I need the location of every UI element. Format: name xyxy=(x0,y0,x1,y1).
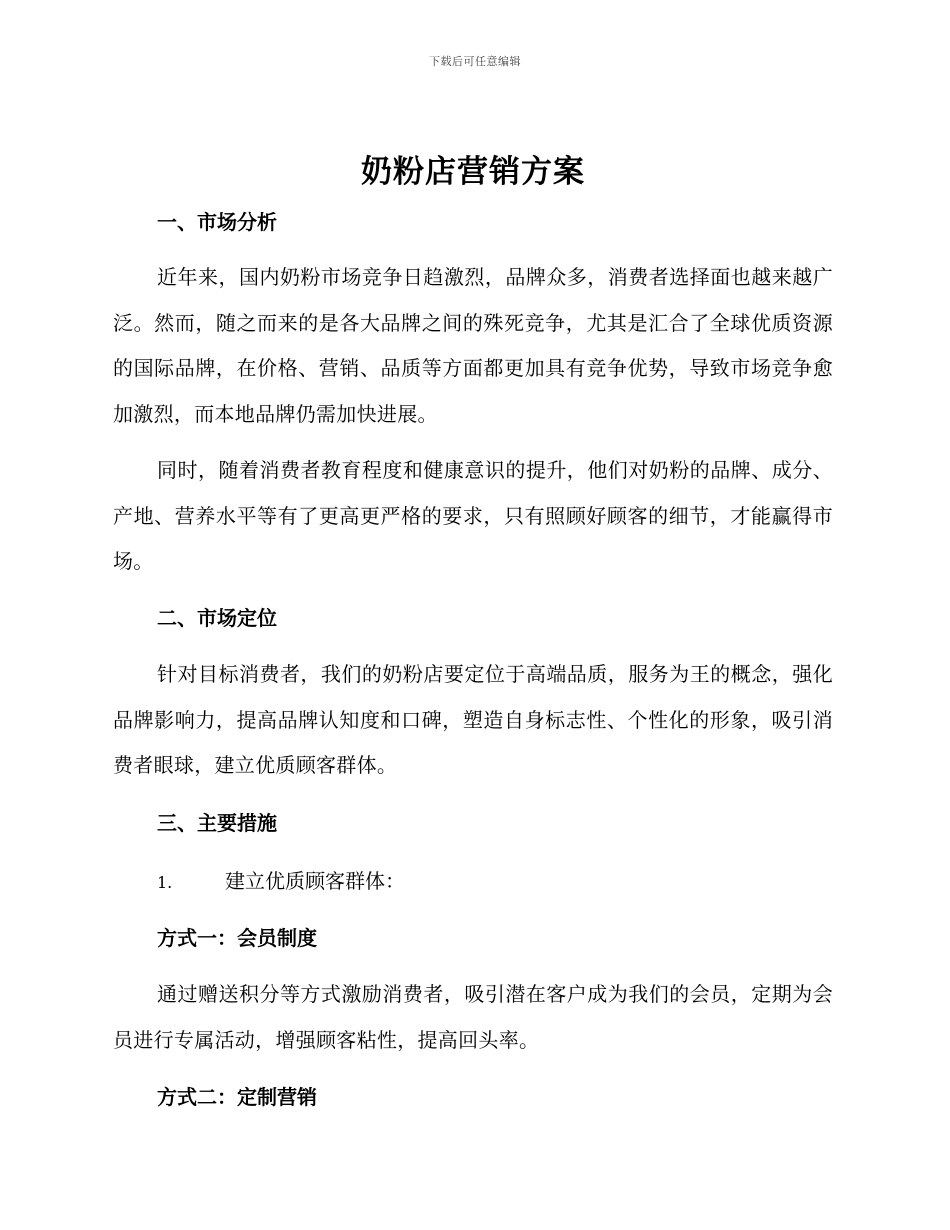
paragraph-market-analysis-2: 同时，随着消费者教育程度和健康意识的提升，他们对奶粉的品牌、成分、产地、营养水平等有了更高更严格的要求，只有照顾好顾客的细节，才能赢得市场。 xyxy=(113,458,833,573)
section-heading-market-analysis: 一、市场分析 xyxy=(157,210,277,234)
section-heading-main-measures: 三、主要措施 xyxy=(157,811,277,835)
list-item-text: 建立优质顾客群体： xyxy=(225,869,405,893)
paragraph-membership: 通过赠送积分等方式激励消费者，吸引潜在客户成为我们的会员，定期为会员进行专属活动，增强顾客粘性，提高回头率。 xyxy=(113,982,833,1052)
page-header-note: 下载后可任意编辑 xyxy=(429,55,521,68)
section-heading-market-positioning: 二、市场定位 xyxy=(157,606,277,630)
paragraph-market-positioning: 针对目标消费者，我们的奶粉店要定位于高端品质，服务为王的概念，强化品牌影响力，提高品牌认知度和口碑，塑造自身标志性、个性化的形象，吸引消费者眼球，建立优质顾客群体。 xyxy=(113,662,833,777)
list-item-1 xyxy=(157,869,405,895)
document-title: 奶粉店营销方案 xyxy=(361,154,585,190)
method-heading-membership: 方式一：会员制度 xyxy=(157,926,317,950)
list-item-number: 1. xyxy=(157,873,173,892)
paragraph-market-analysis-1: 近年来，国内奶粉市场竞争日趋激烈，品牌众多，消费者选择面也越来越广泛。然而，随之而来的是各大品牌之间的殊死竞争，尤其是汇合了全球优质资源的国际品牌，在价格、营销、品质等方面都更加具有竞争优势，导致市场竞争愈加激烈，而本地品牌仍需加快进展。 xyxy=(113,265,833,426)
method-heading-custom-marketing: 方式二：定制营销 xyxy=(157,1085,317,1109)
